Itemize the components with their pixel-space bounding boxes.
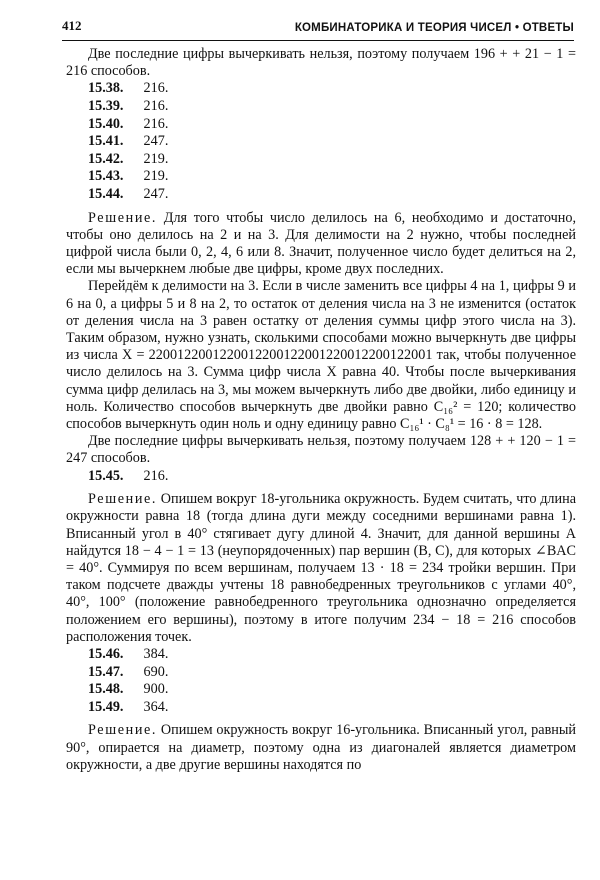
answer-item (66, 664, 576, 682)
answer-item (66, 186, 576, 204)
solution-paragraph-2 (66, 491, 576, 646)
answer-value: 216. (143, 98, 169, 114)
answer-value: 216. (143, 115, 169, 132)
answer-value: 247. (143, 133, 169, 150)
answer-value: 690. (143, 663, 169, 680)
answer-number: 15.44. (88, 185, 124, 202)
divisibility-paragraph (66, 278, 576, 433)
answer-value: 216. (143, 80, 169, 97)
answer-item (66, 468, 576, 486)
answer-item (66, 133, 576, 151)
answer-value: 384. (143, 646, 169, 663)
intro-paragraph: Две последние цифры вычеркивать нельзя, поэтому получаем 196 + + 21 − 1 = 216 способов. (66, 46, 576, 80)
result-paragraph: Две последние цифры вычеркивать нельзя, поэтому получаем 128 + + 120 − 1 = 247 способов. (66, 433, 576, 467)
answer-item (66, 699, 576, 717)
answer-item (66, 646, 576, 664)
answer-number: 15.43. (88, 168, 124, 185)
answer-value: 219. (143, 150, 169, 167)
answer-item (66, 80, 576, 98)
answer-item (66, 168, 576, 186)
answer-number: 15.38. (88, 80, 124, 97)
solution-label: Решение. (88, 722, 158, 739)
solution-text: Опишем окружность вокруг 16-угольника. Вписанный угол, равный 90°, опирается на диаметр, поэтому одна из диагоналей является диаметром окружности, а две другие вершины находятся по (66, 722, 576, 773)
solution-paragraph-3 (66, 722, 576, 774)
solution-label: Решение. (88, 491, 158, 508)
page-number: 412 (62, 18, 82, 33)
running-title: КОМБИНАТОРИКА И ТЕОРИЯ ЧИСЕЛ • ОТВЕТЫ (294, 22, 574, 34)
header-rule (62, 40, 574, 41)
answer-number: 15.47. (88, 663, 124, 680)
answer-value: 219. (143, 168, 169, 185)
answer-item (66, 151, 576, 169)
solution-label: Решение. (88, 209, 158, 226)
page-body (66, 46, 576, 774)
answer-value: 364. (143, 698, 169, 715)
answer-value: 247. (143, 185, 169, 202)
answer-number: 15.41. (88, 133, 124, 150)
answer-number: 15.49. (88, 698, 124, 715)
answer-number: 15.39. (88, 98, 124, 114)
answer-item (66, 98, 576, 116)
answer-item (66, 681, 576, 699)
solution-text: Опишем вокруг 18-угольника окружность. Будем считать, что длина окружности равна 18 (тогда длина дуги между соседними вершинами равна 1). Вписанный угол в 40° стягивает дугу длиной 4. Значит, для данной вершины A найдутся 18 − 4 − 1 = 13 (неупорядоченных) пар вершин (B, C), для которых ∠BAC = 40°. Суммируя по всем вершинам, получаем 13 · 18 = 234 тройки вершин. При таком подсчете дважды учтены 18 равнобедренных треугольников с углами 40°, 40°, 100° (положение равнобедренного треугольника однозначно определяется положением его вершины), поэтому в итоге получим 234 − 18 = 216 способов расположения точек. (66, 491, 576, 645)
answer-number: 15.46. (88, 646, 124, 663)
answer-number: 15.45. (88, 467, 124, 484)
answer-number: 15.40. (88, 115, 124, 132)
answer-number: 15.42. (88, 150, 124, 167)
answer-value: 900. (143, 681, 169, 698)
paragraph-text: Перейдём к делимости на 3. Если в числе заменить все цифры 4 на 1, цифры 9 и 6 на 0, а цифры 5 и 8 на 2, то остаток от деления числа на 3 не изменится (остаток от деления числа на 3 равен остатку от деления суммы цифр этого числа на 3). Таким образом, нужно узнать, сколькими способами можно вычеркнуть две цифры из числа X = 2200122001220012200122001220012200122001 так, чтобы полученное число делилось на 3. Сумма цифр числа X равна 40. Чтобы после вычеркивания сумма цифр делилась на 3, мы можем вычеркнуть либо две двойки, либо единицу и ноль. Количество способов вычеркнуть две двойки равно (66, 278, 576, 415)
solution-paragraph-1 (66, 210, 576, 279)
answer-item (66, 116, 576, 134)
answers-list-b (66, 646, 576, 716)
running-header (62, 18, 574, 37)
paragraph-text: C₁₆² = 120; количество способов вычеркнуть один ноль и одну единицу равно C₁₆¹ · C₈¹ = 16 · 8 = 128. (66, 398, 576, 432)
answers-list-a (66, 80, 576, 203)
answer-number: 15.48. (88, 681, 124, 698)
solution-text: Для того чтобы число делилось на 6, необходимо и достаточно, чтобы оно делилось на 2 и на 3. Для делимости на 2 нужно, чтобы последней цифрой числа были 0, 2, 4, 6 или 8. Значит, полученное число будет делиться на 2, если мы вычеркнем любые две цифры, кроме двух последних. (66, 209, 576, 278)
answer-value: 216. (143, 467, 169, 484)
